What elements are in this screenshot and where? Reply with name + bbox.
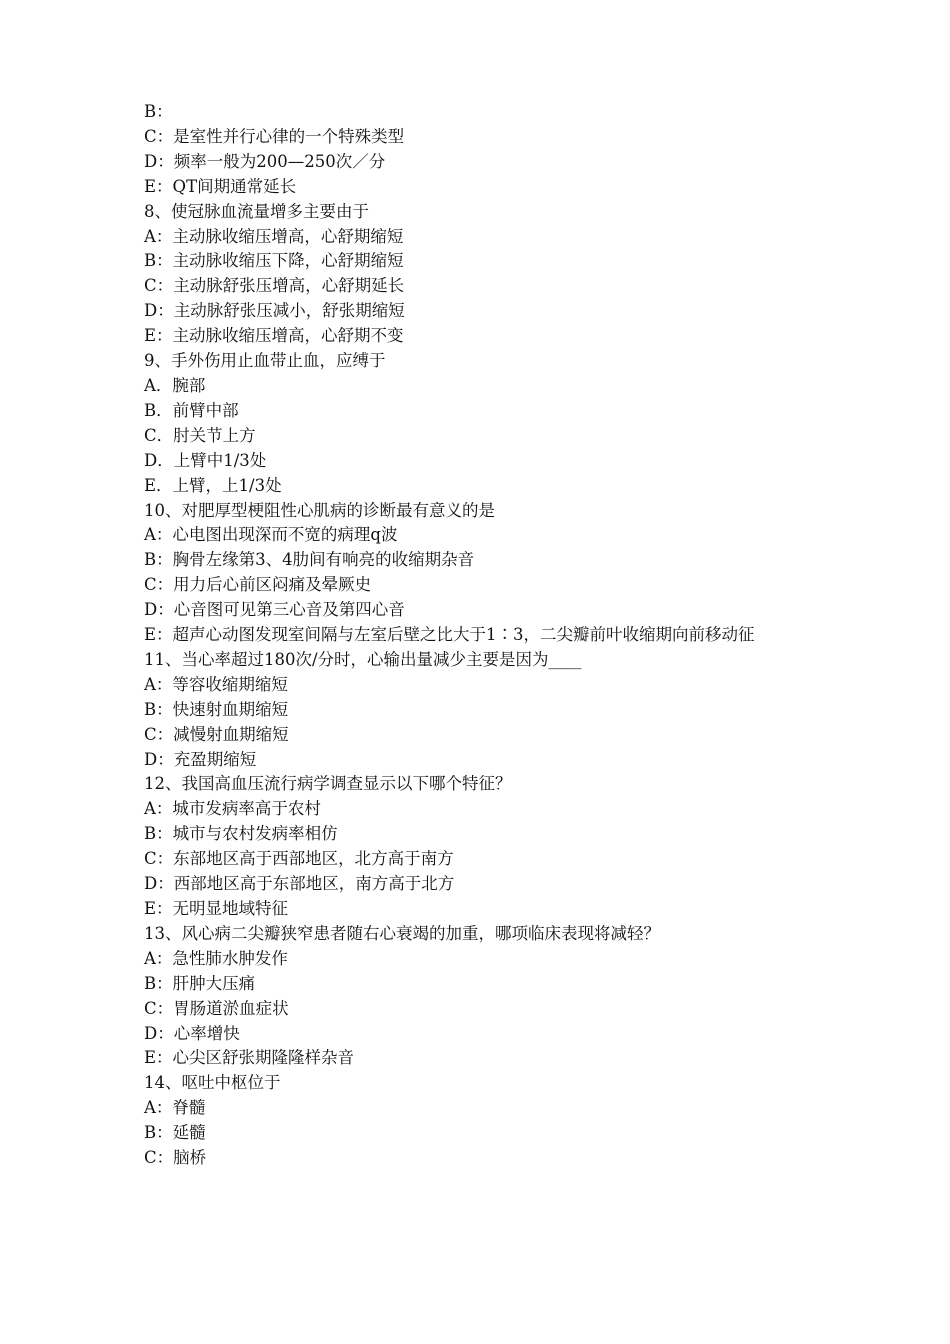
text-line: E：无明显地域特征	[144, 899, 289, 918]
text-line: D：主动脉舒张压减小，舒张期缩短	[144, 301, 405, 321]
text-line: C：主动脉舒张压增高，心舒期延长	[144, 276, 405, 296]
text-line: 12、我国高血压流行病学调查显示以下哪个特征？	[144, 774, 512, 794]
text-line: B：肝肿大压痛	[144, 973, 256, 993]
text-line: 10、对肥厚型梗阻性心肌病的诊断最有意义的是	[144, 500, 495, 520]
text-line: C：胃肠道淤血症状	[144, 998, 289, 1018]
text-line: 9、手外伤用止血带止血，应缚于	[144, 351, 386, 371]
text-line: B．前臂中部	[144, 400, 239, 420]
text-line: B：城市与农村发病率相仿	[144, 824, 338, 844]
text-line: D：频率一般为200—250次／分	[144, 151, 386, 171]
text-line: D：心率增快	[144, 1023, 240, 1043]
text-line: A：脊髓	[144, 1098, 206, 1118]
text-line: B：胸骨左缘第3、4肋间有响亮的收缩期杂音	[144, 550, 475, 570]
text-line: C：减慢射血期缩短	[144, 724, 289, 744]
text-line: E：心尖区舒张期隆隆样杂音	[144, 1048, 355, 1068]
text-line: C．肘关节上方	[144, 425, 256, 445]
text-line: A：主动脉收缩压增高，心舒期缩短	[144, 226, 404, 246]
text-line: A：等容收缩期缩短	[144, 674, 288, 694]
text-line: 13、风心病二尖瓣狭窄患者随右心衰竭的加重，哪项临床表现将减轻？	[144, 923, 660, 943]
text-line: D：充盈期缩短	[144, 749, 257, 769]
text-line: C：东部地区高于西部地区，北方高于南方	[144, 849, 454, 869]
text-line: B：	[144, 102, 173, 121]
text-line: C：脑桥	[144, 1148, 207, 1168]
text-line: B：快速射血期缩短	[144, 699, 289, 719]
text-line: D：西部地区高于东部地区，南方高于北方	[144, 874, 455, 894]
text-line: E：超声心动图发现室间隔与左室后壁之比大于1∶3，二尖瓣前叶收缩期向前移动征	[144, 625, 755, 645]
text-line: B：主动脉收缩压下降，心舒期缩短	[144, 251, 404, 271]
text-line: 11、当心率超过180次/分时，心输出量减少主要是因为____	[144, 649, 582, 669]
text-line: A：城市发病率高于农村	[144, 799, 321, 819]
document-body	[144, 100, 824, 1171]
text-line: 8、使冠脉血流量增多主要由于	[144, 201, 369, 221]
text-line: D：心音图可见第三心音及第四心音	[144, 600, 405, 620]
text-line: A：急性肺水肿发作	[144, 948, 288, 968]
text-line: 14、呕吐中枢位于	[144, 1073, 281, 1093]
text-line: E：QT间期通常延长	[144, 176, 297, 196]
text-line: E：主动脉收缩压增高，心舒期不变	[144, 326, 404, 346]
text-line: D．上臂中1/3处	[144, 450, 267, 470]
text-line: B：延髓	[144, 1123, 206, 1143]
text-line: C：是室性并行心律的一个特殊类型	[144, 126, 405, 146]
text-line: A：心电图出现深而不宽的病理q波	[144, 525, 398, 545]
text-line: A．腕部	[144, 375, 206, 395]
text-line: C：用力后心前区闷痛及晕厥史	[144, 575, 372, 595]
text-line: E．上臂，上1/3处	[144, 475, 282, 495]
